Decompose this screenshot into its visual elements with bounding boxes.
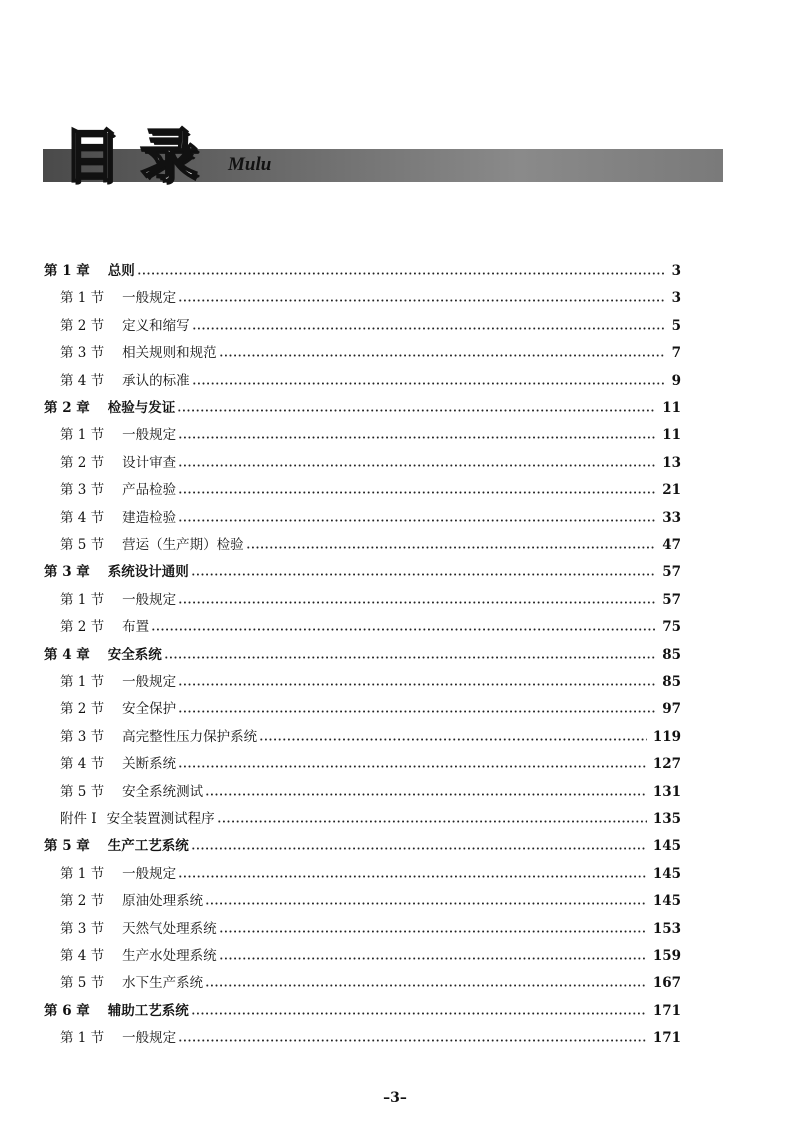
toc-entry-title: 水下生产系统: [122, 975, 204, 992]
toc-entry-number: 第 3 节: [60, 482, 105, 499]
toc-entry-page: 145: [652, 865, 681, 882]
dot-leader: [192, 382, 665, 385]
toc-chapter-row[interactable]: [44, 559, 681, 586]
dot-leader: [178, 765, 647, 768]
toc-entry-number: 附件 I: [60, 811, 97, 827]
dot-leader: [177, 409, 656, 412]
toc-entry-number: 第 3 节: [60, 345, 105, 362]
toc-entry-page: 153: [652, 920, 681, 937]
toc-entry-page: 145: [652, 838, 681, 855]
dot-leader: [178, 491, 656, 494]
toc-entry-title: 一般规定: [122, 427, 177, 444]
dot-leader: [151, 628, 656, 631]
dot-leader: [192, 327, 665, 330]
toc-entry-page: 159: [652, 948, 681, 964]
toc-entry-number: 第 4 节: [60, 756, 105, 773]
dot-leader: [137, 272, 665, 275]
dot-leader: [178, 601, 656, 604]
dot-leader: [205, 984, 647, 987]
toc-entry-number: 第 1 节: [60, 674, 105, 690]
toc-section-row[interactable]: [60, 532, 681, 559]
toc-entry-title: 生产水处理系统: [122, 948, 217, 964]
toc-entry-title: 安全系统测试: [122, 783, 204, 800]
toc-entry-page: 171: [652, 1002, 681, 1019]
toc-entry-page: 97: [662, 701, 681, 718]
toc-entry-page: 13: [662, 454, 681, 471]
toc-entry-page: 135: [652, 811, 681, 827]
toc-section-row[interactable]: [60, 888, 681, 915]
dot-leader: [178, 683, 656, 686]
toc-entry-page: 47: [662, 537, 681, 553]
toc-entry-page: 131: [652, 783, 681, 800]
toc-entry-page: 127: [652, 756, 681, 773]
dot-leader: [219, 354, 665, 357]
toc-entry-number: 第 2 节: [60, 893, 105, 910]
dot-leader: [259, 738, 647, 741]
toc-section-row[interactable]: [60, 916, 681, 943]
dot-leader: [178, 464, 656, 467]
toc-chapter-row[interactable]: [44, 998, 681, 1025]
dot-leader: [219, 957, 647, 960]
page-title-latin: Mulu: [228, 154, 272, 175]
toc-section-row[interactable]: [60, 943, 681, 970]
toc-entry-page: 5: [671, 317, 681, 334]
toc-entry-title: 一般规定: [122, 290, 177, 307]
toc-chapter-row[interactable]: [44, 833, 681, 860]
toc-entry-title: 设计审查: [122, 454, 177, 471]
toc-section-row[interactable]: [60, 587, 681, 614]
toc-entry-title: 一般规定: [122, 865, 177, 882]
toc-entry-number: 第 3 节: [60, 920, 105, 937]
toc-section-row[interactable]: [60, 450, 681, 477]
toc-chapter-row[interactable]: [44, 642, 681, 669]
toc-entry-title: 安全系统: [107, 646, 162, 663]
dot-leader: [178, 299, 665, 302]
toc-section-row[interactable]: [60, 724, 681, 751]
toc-entry-title: 关断系统: [122, 756, 177, 773]
page-title-char-1: 目: [62, 122, 121, 190]
toc-entry-number: 第 5 节: [60, 783, 105, 800]
toc-entry-title: 建造检验: [122, 509, 177, 526]
dot-leader: [178, 875, 647, 878]
dot-leader: [191, 847, 647, 850]
toc-entry-title: 布置: [122, 619, 150, 636]
toc-entry-page: 7: [671, 345, 681, 362]
toc-entry-number: 第 6 章: [44, 1002, 90, 1019]
toc-section-row[interactable]: [60, 422, 681, 449]
toc-entry-number: 第 2 节: [60, 701, 105, 718]
page-title-char-2: 录: [140, 122, 199, 190]
toc-entry-number: 第 3 节: [60, 728, 105, 745]
toc-entry-title: 天然气处理系统: [122, 920, 217, 937]
toc-section-row[interactable]: [60, 614, 681, 641]
toc-entry-number: 第 5 章: [44, 838, 90, 855]
toc-entry-page: 3: [671, 290, 681, 307]
toc-entry-number: 第 4 节: [60, 372, 105, 389]
toc-entry-number: 第 2 节: [60, 619, 105, 636]
toc-entry-page: 33: [662, 509, 681, 526]
toc-entry-title: 总则: [107, 263, 135, 279]
toc-section-row[interactable]: [60, 1025, 681, 1052]
toc-entry-title: 承认的标准: [122, 372, 190, 389]
dot-leader: [191, 1012, 647, 1015]
toc-entry-title: 检验与发证: [107, 400, 176, 416]
toc-section-row[interactable]: [60, 669, 681, 696]
toc-entry-page: 145: [652, 893, 681, 910]
toc-entry-number: 第 2 节: [60, 317, 105, 334]
toc-entry-title: 原油处理系统: [122, 893, 204, 910]
toc-entry-title: 辅助工艺系统: [107, 1002, 189, 1019]
toc-section-row[interactable]: [60, 779, 681, 806]
dot-leader: [205, 902, 647, 905]
toc-entry-number: 第 3 章: [44, 564, 90, 581]
dot-leader: [191, 573, 656, 576]
toc-chapter-row[interactable]: [44, 395, 681, 422]
toc-entry-number: 第 2 章: [44, 400, 90, 416]
toc-entry-title: 营运（生产期）检验: [122, 537, 244, 553]
toc-entry-page: 85: [662, 646, 681, 663]
toc-section-row[interactable]: [60, 696, 681, 723]
page-number: –3–: [383, 1090, 407, 1106]
toc-entry-title: 系统设计通则: [107, 564, 189, 581]
toc-entry-number: 第 1 节: [60, 591, 105, 608]
toc-entry-page: 167: [652, 975, 681, 992]
toc-entry-number: 第 1 节: [60, 865, 105, 882]
toc-entry-number: 第 4 节: [60, 948, 105, 964]
toc-entry-title: 一般规定: [122, 591, 177, 608]
toc-entry-page: 21: [662, 482, 681, 499]
toc-entry-title: 安全保护: [122, 701, 177, 718]
dot-leader: [178, 436, 656, 439]
toc-section-row[interactable]: [60, 861, 681, 888]
toc-entry-number: 第 4 节: [60, 509, 105, 526]
toc-appendix-row[interactable]: [60, 806, 681, 833]
toc-chapter-row[interactable]: [44, 258, 681, 285]
toc-entry-page: 11: [662, 400, 681, 416]
dot-leader: [246, 546, 657, 549]
toc-section-row[interactable]: [60, 313, 681, 340]
toc-entry-page: 57: [662, 564, 681, 581]
toc-entry-number: 第 1 节: [60, 290, 105, 307]
toc-entry-page: 75: [662, 619, 681, 636]
toc-entry-title: 定义和缩写: [122, 317, 190, 334]
toc-entry-title: 一般规定: [122, 1030, 177, 1047]
toc-section-row[interactable]: [60, 340, 681, 367]
toc-entry-title: 生产工艺系统: [107, 838, 189, 855]
toc-section-row[interactable]: [60, 285, 681, 312]
dot-leader: [178, 710, 656, 713]
toc-entry-title: 安全装置测试程序: [106, 811, 215, 827]
toc-section-row[interactable]: [60, 505, 681, 532]
toc-section-row[interactable]: [60, 970, 681, 997]
toc-entry-number: 第 1 节: [60, 1030, 105, 1047]
toc-section-row[interactable]: [60, 368, 681, 395]
toc-entry-title: 相关规则和规范: [122, 345, 217, 362]
toc-entry-page: 171: [652, 1030, 681, 1047]
dot-leader: [217, 820, 647, 823]
toc-entry-number: 第 4 章: [44, 646, 90, 663]
toc-entry-page: 9: [671, 372, 681, 389]
toc-entry-page: 119: [652, 728, 681, 745]
dot-leader: [178, 1039, 647, 1042]
toc-entry-title: 产品检验: [122, 482, 177, 499]
dot-leader: [205, 793, 647, 796]
toc-entry-number: 第 5 节: [60, 975, 105, 992]
toc-entry-number: 第 2 节: [60, 454, 105, 471]
toc-entry-title: 一般规定: [122, 674, 177, 690]
toc-entry-page: 3: [671, 263, 681, 279]
dot-leader: [164, 656, 656, 659]
toc-entry-page: 85: [662, 674, 681, 690]
dot-leader: [178, 519, 656, 522]
toc-entry-number: 第 5 节: [60, 537, 105, 553]
toc-entry-page: 11: [662, 427, 681, 444]
toc-entry-page: 57: [662, 591, 681, 608]
dot-leader: [219, 930, 647, 933]
toc-entry-number: 第 1 章: [44, 263, 90, 279]
toc-entry-title: 高完整性压力保护系统: [122, 728, 258, 745]
toc-section-row[interactable]: [60, 751, 681, 778]
toc-entry-number: 第 1 节: [60, 427, 105, 444]
toc-section-row[interactable]: [60, 477, 681, 504]
